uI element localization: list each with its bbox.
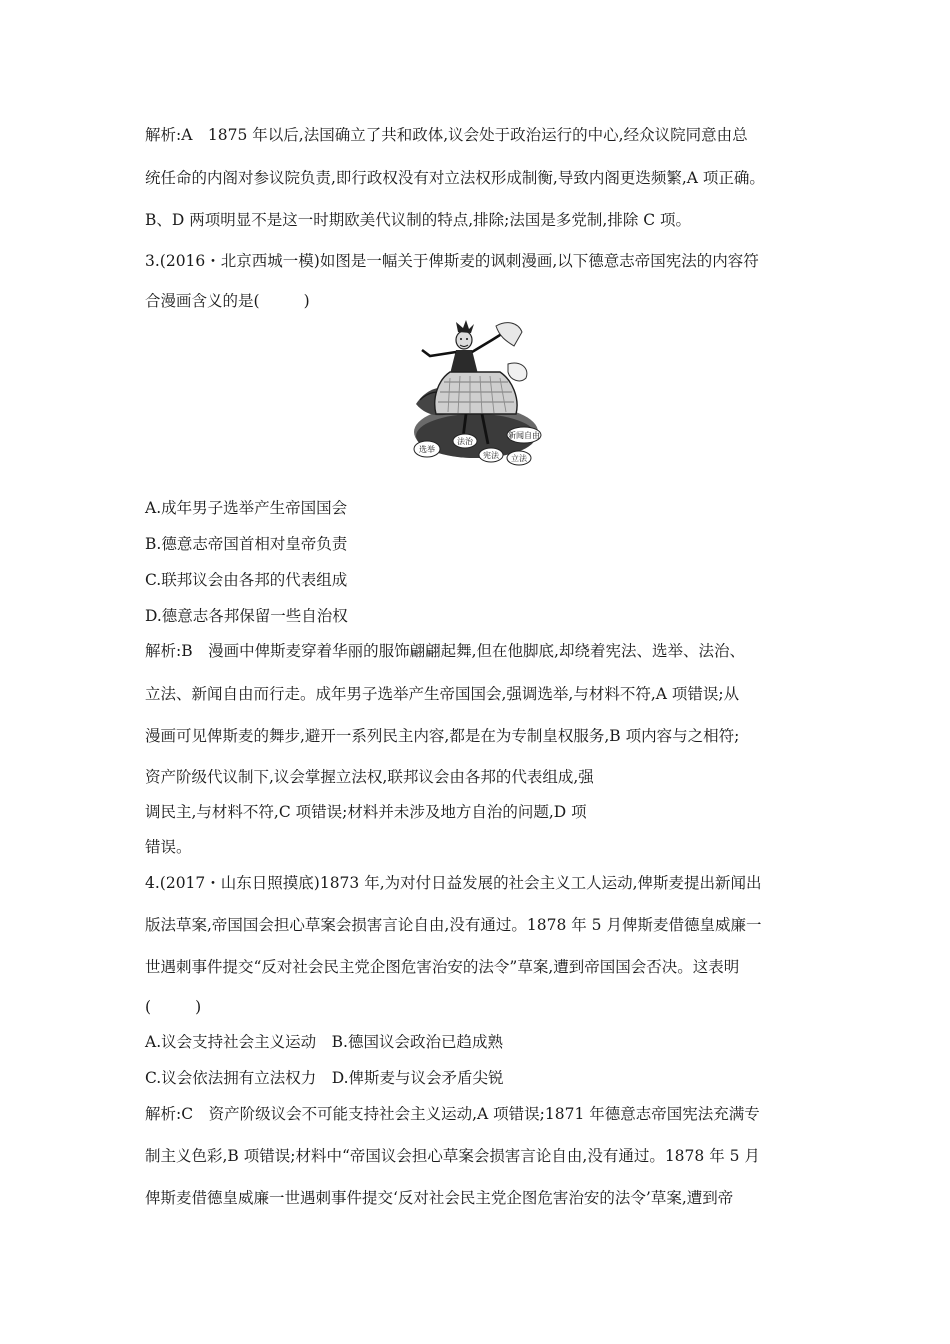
q3-analysis-line-6: 错误。 xyxy=(145,838,192,856)
figure-label-constitution: 宪法 xyxy=(483,451,499,460)
q3-analysis-line-4: 资产阶级代议制下,议会掌握立法权,联邦议会由各邦的代表组成,强 xyxy=(145,768,594,786)
q4-close-paren: ) xyxy=(195,998,202,1016)
q4-options-row-2: C.议会依法拥有立法权力 D.俾斯麦与议会矛盾尖锐 xyxy=(145,1069,504,1087)
figure-label-press-freedom: 新闻自由 xyxy=(508,431,540,440)
figure-label-legislation: 立法 xyxy=(511,454,527,463)
q3-option-b: B.德意志帝国首相对皇帝负责 xyxy=(145,535,348,553)
q4-stem-line-1: 4.(2017・山东日照摸底)1873 年,为对付日益发展的社会主义工人运动,俾斯麦提出新闻出 xyxy=(145,874,762,892)
q4-analysis-line-2: 制主义色彩,B 项错误;材料中“帝国议会担心草案会损害言论自由,没有通过。1878 年 5 月 xyxy=(145,1147,760,1165)
q2-analysis-line-3: B、D 两项明显不是这一时期欧美代议制的特点,排除;法国是多党制,排除 C 项。 xyxy=(145,211,692,229)
q2-analysis-line-2: 统任命的内阁对参议院负责,即行政权没有对立法权形成制衡,导致内阁更迭频繁,A 项正确。 xyxy=(145,169,765,187)
q3-option-d: D.德意志各邦保留一些自治权 xyxy=(145,607,348,625)
q3-option-a: A.成年男子选举产生帝国国会 xyxy=(145,499,348,517)
q2-analysis-line-1: 解析:A 1875 年以后,法国确立了共和政体,议会处于政治运行的中心,经众议院同意由总 xyxy=(145,126,748,144)
q3-stem-text: 合漫画含义的是( xyxy=(145,292,260,310)
q3-stem-line-2 xyxy=(145,290,310,312)
bismarck-cartoon-figure xyxy=(408,320,543,468)
q3-analysis-line-5: 调民主,与材料不符,C 项错误;材料并未涉及地方自治的问题,D 项 xyxy=(145,803,587,821)
q4-options-row-1: A.议会支持社会主义运动 B.德国议会政治已趋成熟 xyxy=(145,1033,503,1051)
q4-stem-line-4 xyxy=(145,996,201,1018)
q4-analysis-line-1: 解析:C 资产阶级议会不可能支持社会主义运动,A 项错误;1871 年德意志帝国宪法充满专 xyxy=(145,1105,760,1123)
q3-option-c: C.联邦议会由各邦的代表组成 xyxy=(145,571,348,589)
figure-label-rule-of-law: 法治 xyxy=(457,437,473,446)
q3-stem-close-paren: ) xyxy=(303,292,310,310)
q3-analysis-line-2: 立法、新闻自由而行走。成年男子选举产生帝国国会,强调选举,与材料不符,A 项错误;从 xyxy=(145,685,740,703)
q4-stem-line-3: 世遇刺事件提交“反对社会民主党企图危害治安的法令”草案,遭到帝国国会否决。这表明 xyxy=(145,958,740,976)
figure-label-election: 选举 xyxy=(419,445,435,454)
q4-open-paren: ( xyxy=(145,998,152,1016)
bismarck-cartoon-drawing xyxy=(408,320,543,468)
q3-analysis-line-1: 解析:B 漫画中俾斯麦穿着华丽的服饰翩翩起舞,但在他脚底,却绕着宪法、选举、法治、 xyxy=(145,642,745,660)
q3-stem-line-1: 3.(2016・北京西城一模)如图是一幅关于俾斯麦的讽刺漫画,以下德意志帝国宪法的内容符 xyxy=(145,252,759,270)
q4-analysis-line-3: 俾斯麦借德皇威廉一世遇刺事件提交‘反对社会民主党企图危害治安的法令’草案,遭到帝 xyxy=(145,1189,734,1207)
q3-analysis-line-3: 漫画可见俾斯麦的舞步,避开一系列民主内容,都是在为专制皇权服务,B 项内容与之相符; xyxy=(145,727,740,745)
q4-stem-line-2: 版法草案,帝国国会担心草案会损害言论自由,没有通过。1878 年 5 月俾斯麦借德皇威廉一 xyxy=(145,916,762,934)
